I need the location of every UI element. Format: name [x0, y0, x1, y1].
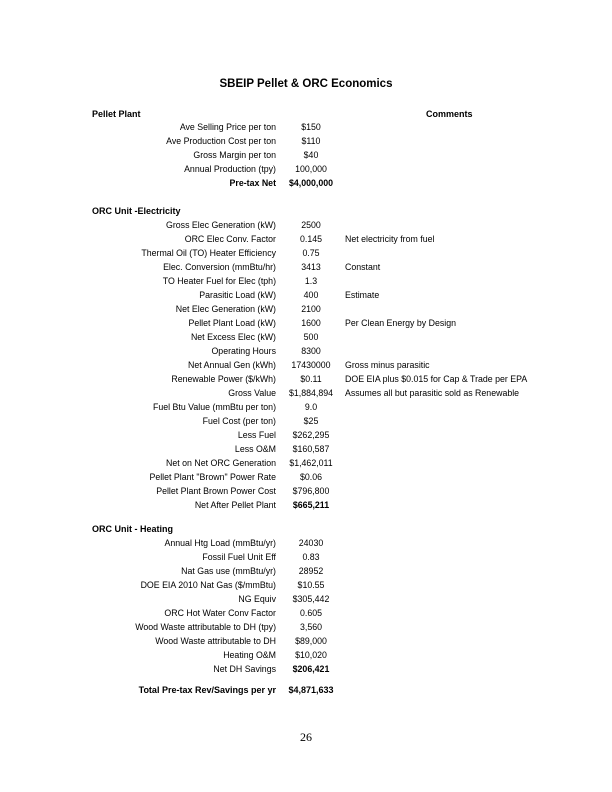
- table-row: [0, 360, 612, 373]
- row-label: Net Elec Generation (kW): [175, 304, 276, 314]
- row-value: 2500: [301, 220, 321, 230]
- table-row: [0, 234, 612, 247]
- row-label: TO Heater Fuel for Elec (tph): [162, 276, 276, 286]
- row-label: NG Equiv: [238, 594, 276, 604]
- table-row: [0, 622, 612, 635]
- table-row: [0, 164, 612, 177]
- table-row: [0, 318, 612, 331]
- table-row: [0, 458, 612, 471]
- row-value: 8300: [301, 346, 321, 356]
- table-row: [0, 150, 612, 163]
- table-row: [0, 594, 612, 607]
- row-label: Pre-tax Net: [229, 178, 276, 188]
- row-value: $160,587: [292, 444, 330, 454]
- row-value: $89,000: [295, 636, 327, 646]
- table-row: [0, 402, 612, 415]
- table-row: [0, 262, 612, 275]
- page-title: SBEIP Pellet & ORC Economics: [219, 78, 393, 90]
- row-value: 9.0: [304, 402, 318, 412]
- row-comment: Net electricity from fuel: [345, 234, 435, 244]
- row-value: 17430000: [291, 360, 331, 370]
- row-value: $40: [303, 150, 319, 160]
- row-label: Ave Production Cost per ton: [166, 136, 276, 146]
- table-row: [0, 374, 612, 387]
- row-label: Nat Gas use (mmBtu/yr): [181, 566, 276, 576]
- table-row: [0, 136, 612, 149]
- row-value: $4,000,000: [288, 178, 334, 188]
- row-value: $110: [301, 136, 321, 146]
- table-row: [0, 220, 612, 233]
- row-value: 0.75: [302, 248, 320, 258]
- row-comment: Assumes all but parasitic sold as Renewable: [345, 388, 520, 398]
- row-label: Operating Hours: [211, 346, 276, 356]
- row-comment: Constant: [345, 262, 381, 272]
- table-row: [0, 608, 612, 621]
- row-label: Heating O&M: [223, 650, 276, 660]
- row-label: Elec. Conversion (mmBtu/hr): [163, 262, 276, 272]
- row-label: Parasitic Load (kW): [199, 290, 276, 300]
- row-value: $796,800: [292, 486, 330, 496]
- row-value: 3,560: [299, 622, 322, 632]
- row-value: 100,000: [295, 164, 327, 174]
- row-label: Wood Waste attributable to DH (tpy): [135, 622, 276, 632]
- row-value: 500: [303, 332, 319, 342]
- table-row: [0, 538, 612, 551]
- row-label: Net DH Savings: [213, 664, 276, 674]
- row-label: Less Fuel: [237, 430, 276, 440]
- row-value: $206,421: [292, 664, 330, 674]
- row-value: $25: [303, 416, 319, 426]
- row-label: Net Excess Elec (kW): [190, 332, 276, 342]
- table-row: [0, 304, 612, 317]
- row-value: $305,442: [292, 594, 330, 604]
- row-label: Net After Pellet Plant: [194, 500, 276, 510]
- row-label: Annual Production (tpy): [184, 164, 276, 174]
- row-value: 0.83: [302, 552, 320, 562]
- row-label: Net Annual Gen (kWh): [187, 360, 276, 370]
- table-row: [0, 650, 612, 663]
- row-label: Pellet Plant Load (kW): [188, 318, 276, 328]
- row-value: 24030: [298, 538, 324, 548]
- row-value: $10.55: [297, 580, 325, 590]
- table-row: [0, 388, 612, 401]
- row-label: Pellet Plant "Brown" Power Rate: [149, 472, 276, 482]
- row-label: DOE EIA 2010 Nat Gas ($/mmBtu): [140, 580, 276, 590]
- row-value: 0.145: [299, 234, 322, 244]
- table-row: [0, 178, 612, 191]
- row-value: 2100: [301, 304, 321, 314]
- table-row: [0, 552, 612, 565]
- row-label: ORC Hot Water Conv Factor: [164, 608, 276, 618]
- row-label: Net on Net ORC Generation: [165, 458, 276, 468]
- row-label: Fuel Cost (per ton): [202, 416, 276, 426]
- row-label: ORC Elec Conv. Factor: [184, 234, 276, 244]
- table-row: [0, 290, 612, 303]
- row-label: Gross Margin per ton: [193, 150, 276, 160]
- row-label: Thermal Oil (TO) Heater Efficiency: [141, 248, 276, 258]
- row-value: 28952: [298, 566, 324, 576]
- row-comment: DOE EIA plus $0.015 for Cap & Trade per EPA: [345, 374, 528, 384]
- table-row: [0, 248, 612, 261]
- table-row: [0, 636, 612, 649]
- table-row: [0, 664, 612, 677]
- row-value: $1,884,894: [288, 388, 334, 398]
- table-row: [0, 472, 612, 485]
- comments-header: Comments: [426, 109, 473, 119]
- row-value: 1600: [301, 318, 321, 328]
- table-row: [0, 444, 612, 457]
- row-label: Fuel Btu Value (mmBtu per ton): [152, 402, 276, 412]
- table-row: [0, 500, 612, 513]
- table-row: [0, 416, 612, 429]
- section-heading-electricity: ORC Unit -Electricity: [92, 206, 181, 216]
- row-label: Gross Value: [228, 388, 276, 398]
- table-row: [0, 122, 612, 135]
- table-row: [0, 580, 612, 593]
- table-row: [0, 346, 612, 359]
- page-number: 26: [300, 730, 312, 744]
- table-row: [0, 276, 612, 289]
- row-value: $262,295: [292, 430, 330, 440]
- row-comment: Per Clean Energy by Design: [345, 318, 456, 328]
- row-value: $0.11: [300, 374, 322, 384]
- row-value: $10,020: [295, 650, 327, 660]
- row-label: Less O&M: [234, 444, 276, 454]
- table-row: [0, 486, 612, 499]
- row-value: 0.605: [299, 608, 322, 618]
- section-heading-pellet: Pellet Plant: [92, 109, 141, 119]
- section-heading-heating: ORC Unit - Heating: [92, 524, 173, 534]
- table-row: [0, 566, 612, 579]
- row-label: Ave Selling Price per ton: [179, 122, 276, 132]
- table-row: [0, 430, 612, 443]
- row-label: Fossil Fuel Unit Eff: [202, 552, 276, 562]
- total-label: Total Pre-tax Rev/Savings per yr: [138, 685, 276, 695]
- row-value: $0.06: [299, 472, 322, 482]
- table-row: [0, 332, 612, 345]
- total-value: $4,871,633: [288, 685, 334, 695]
- row-value: 400: [303, 290, 319, 300]
- row-label: Renewable Power ($/kWh): [171, 374, 276, 384]
- row-comment: Estimate: [345, 290, 380, 300]
- row-value: $1,462,011: [289, 458, 333, 468]
- row-label: Wood Waste attributable to DH: [155, 636, 276, 646]
- row-label: Annual Htg Load (mmBtu/yr): [164, 538, 276, 548]
- row-label: Pellet Plant Brown Power Cost: [156, 486, 276, 496]
- row-label: Gross Elec Generation (kW): [166, 220, 276, 230]
- row-value: $150: [301, 122, 321, 132]
- row-value: 1.3: [304, 276, 318, 286]
- row-value: 3413: [301, 262, 321, 272]
- row-value: $665,211: [292, 500, 330, 510]
- row-comment: Gross minus parasitic: [345, 360, 430, 370]
